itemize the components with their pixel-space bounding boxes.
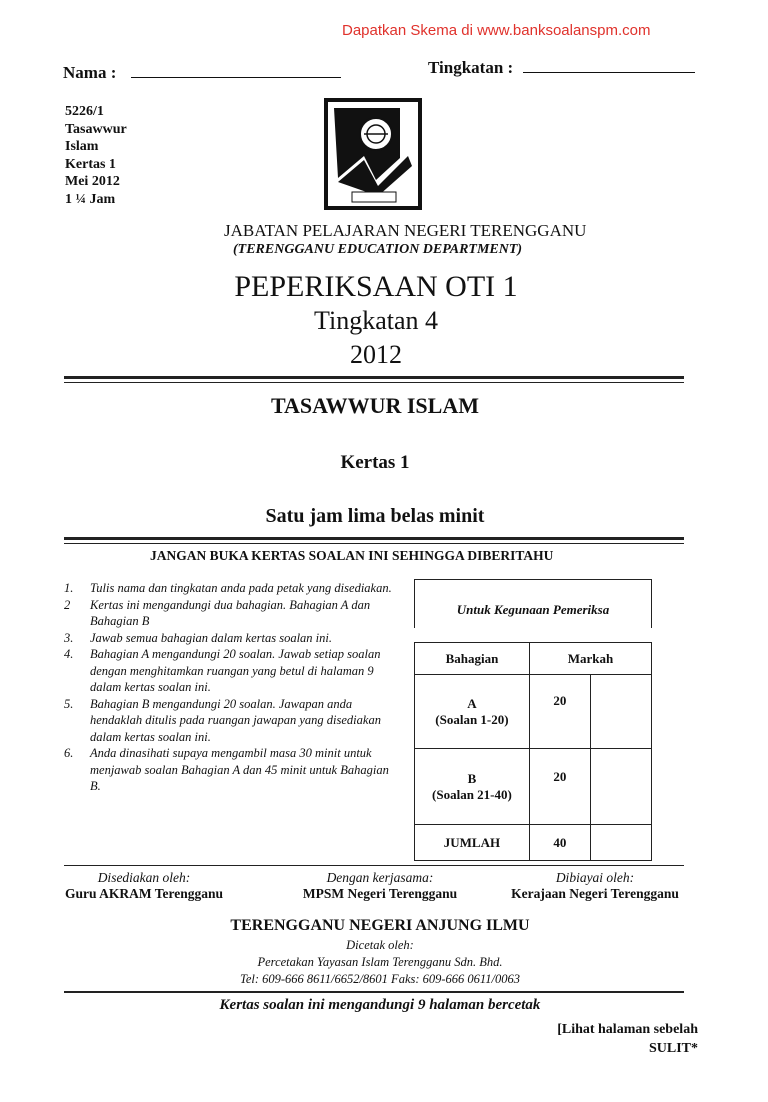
divider-middle	[64, 537, 684, 540]
next-page-note: [Lihat halaman sebelah	[557, 1022, 698, 1037]
instruction-text: Kertas ini mengandungi dua bahagian. Bahagian A dan Bahagian B	[90, 597, 371, 628]
instruction-item	[64, 597, 396, 630]
tingkatan-field	[428, 58, 695, 78]
motto: TERENGGANU NEGERI ANJUNG ILMU	[230, 917, 530, 934]
credit-funded	[495, 870, 695, 902]
divider-middle-thin	[64, 543, 684, 544]
nama-line[interactable]	[131, 77, 341, 78]
tingkatan-line[interactable]	[523, 72, 695, 73]
exam-subject: TASAWWUR ISLAM	[270, 393, 479, 418]
part-label: B	[467, 770, 477, 786]
paper-subject-1: Tasawwur	[65, 121, 127, 137]
exam-level: Tingkatan 4	[314, 306, 438, 335]
total-mark: 40	[529, 825, 590, 861]
credit-cooperation	[282, 870, 478, 902]
paper-code-block	[65, 103, 127, 208]
exam-year: 2012	[350, 340, 402, 369]
divider-credits	[64, 865, 684, 866]
total-score[interactable]	[590, 825, 651, 861]
instruction-item	[64, 580, 396, 597]
instruction-text: Tulis nama dan tingkatan anda pada petak yang disediakan.	[90, 581, 392, 595]
credit-name: Guru AKRAM Terengganu	[64, 886, 224, 901]
table-row-b-score[interactable]	[590, 749, 651, 825]
paper-duration: 1 ¼ Jam	[65, 191, 116, 207]
instruction-number: 2	[64, 597, 71, 612]
col-markah-header: Markah	[529, 643, 651, 675]
divider-bottom	[64, 991, 684, 993]
table-row-a-score[interactable]	[590, 675, 651, 749]
pages-note: Kertas soalan ini mengandungi 9 halaman bercetak	[219, 997, 541, 1013]
credit-prepared	[64, 870, 224, 902]
examiner-table-header	[414, 579, 652, 628]
tingkatan-label: Tingkatan :	[428, 58, 514, 77]
part-label: A	[467, 695, 477, 711]
department-logo-icon	[324, 98, 422, 212]
table-row-b-mark: 20	[529, 749, 590, 825]
instruction-number: 3.	[64, 630, 74, 645]
examiner-table-title: Untuk Kegunaan Pemeriksa	[456, 602, 610, 617]
printer-name: Percetakan Yayasan Islam Terengganu Sdn. Bhd.	[257, 955, 503, 969]
instruction-text: Anda dinasihati supaya mengambil masa 30 minit untuk menjawab soalan Bahagian A dan 45 minit untuk Bahagian B.	[90, 746, 389, 793]
department-name: JABATAN PELAJARAN NEGERI TERENGGANU	[224, 221, 587, 240]
part-range: (Soalan 1-20)	[435, 711, 509, 727]
instruction-item	[64, 646, 396, 696]
printer-label: Dicetak oleh:	[346, 938, 414, 952]
paper-date: Mei 2012	[65, 174, 120, 189]
part-range: (Soalan 21-40)	[432, 786, 512, 802]
instruction-text: Jawab semua bahagian dalam kertas soalan ini.	[90, 630, 333, 645]
instruction-number: 5.	[64, 696, 74, 711]
printer-contact: Tel: 609-666 8611/6652/8601 Faks: 609-666 0611/0063	[240, 972, 520, 986]
table-row-b-part	[415, 749, 530, 825]
department-name-en: (TERENGGANU EDUCATION DEPARTMENT)	[233, 242, 523, 257]
instruction-item	[64, 630, 396, 647]
instruction-number: 6.	[64, 746, 74, 760]
instruction-text: Bahagian B mengandungi 20 soalan. Jawapan anda hendaklah ditulis pada ruangan jawapan yang disediakan dalam kertas soalan ini.	[90, 696, 381, 744]
nama-field	[63, 63, 341, 83]
instruction-number: 4.	[64, 647, 74, 661]
credit-role: Disediakan oleh:	[97, 870, 191, 885]
credit-name: MPSM Negeri Terengganu	[302, 886, 458, 901]
divider-top	[64, 376, 684, 379]
instruction-number: 1.	[64, 581, 74, 595]
total-label: JUMLAH	[415, 825, 530, 861]
credit-role: Dibiayai oleh:	[555, 870, 635, 885]
exam-duration: Satu jam lima belas minit	[265, 505, 485, 527]
paper-kertas: Kertas 1	[65, 156, 116, 172]
exam-paper: Kertas 1	[340, 452, 410, 473]
instruction-item	[64, 745, 396, 795]
credit-name: Kerajaan Negeri Terengganu	[511, 886, 679, 901]
col-bahagian-header: Bahagian	[415, 643, 530, 675]
paper-subject-2: Islam	[65, 139, 99, 154]
instructions-list	[64, 580, 396, 795]
nama-label: Nama :	[63, 63, 117, 82]
credit-role: Dengan kerjasama:	[326, 870, 434, 885]
watermark-link: Dapatkan Skema di www.banksoalanspm.com	[342, 22, 651, 39]
divider-top-thin	[64, 382, 684, 383]
table-row-a-part	[415, 675, 530, 749]
classification-label: SULIT*	[648, 1041, 698, 1056]
examiner-table	[414, 642, 652, 861]
warning-text: JANGAN BUKA KERTAS SOALAN INI SEHINGGA DIBERITAHU	[150, 548, 554, 563]
instruction-item	[64, 696, 396, 746]
paper-code: 5226/1	[65, 104, 104, 119]
exam-title: PEPERIKSAAN OTI 1	[234, 270, 518, 303]
instruction-text: Bahagian A mengandungi 20 soalan. Jawab setiap soalan dengan menghitamkan ruangan yang betul di halaman 9 dalam kertas soalan ini.	[90, 647, 381, 694]
printer-info	[150, 937, 610, 988]
table-row-a-mark: 20	[529, 675, 590, 749]
